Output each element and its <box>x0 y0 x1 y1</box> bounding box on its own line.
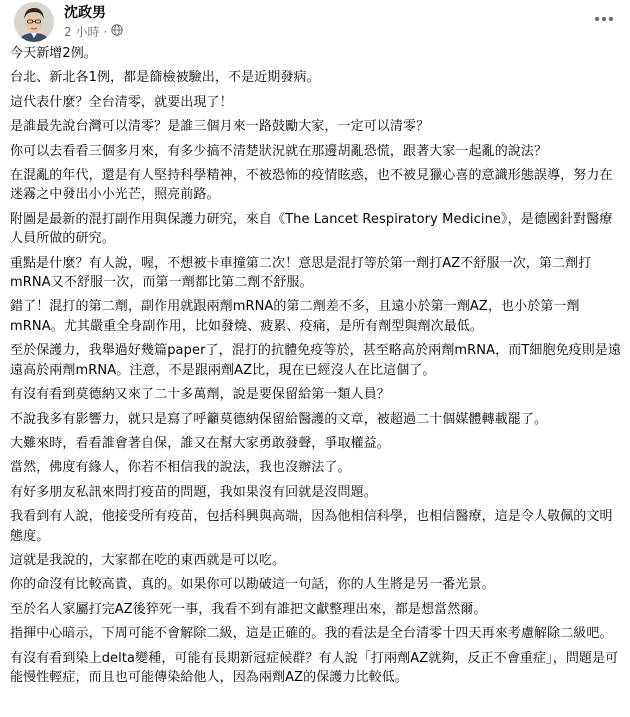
globe-icon[interactable] <box>111 24 123 40</box>
post-paragraph: 指揮中心暗示，下周可能不會解除二級，這是正確的。我的看法是全台清零十四天再來考慮解除二級吧。 <box>10 626 613 642</box>
post-meta <box>64 24 123 40</box>
more-options-button[interactable] <box>590 8 618 30</box>
post-timestamp[interactable]: 2 小時 <box>64 25 100 39</box>
post-paragraph: 至於保護力，我舉過好幾篇paper了，混打的抗體免疫等於，甚至略高於兩劑mRNA，而T細胞免疫則是遠遠高於兩劑mRNA。注意，不是跟兩劑AZ比，現在已經沒人在比這個了。 <box>10 343 622 378</box>
more-dots-icon <box>594 16 614 22</box>
post-paragraph: 你可以去看看三個多月來，有多少搞不清楚狀況就在那邊胡亂恐慌，跟著大家一起亂的說法？ <box>10 143 548 159</box>
post-header <box>14 2 620 42</box>
post-paragraph: 不說我多有影響力，就只是寫了呼籲莫德納保留給醫護的文章，被超過二十個媒體轉載罷了。 <box>10 411 548 427</box>
post-paragraph: 錯了！混打的第二劑，副作用就跟兩劑mRNA的第二劑差不多，且遠小於第一劑AZ，也小於第一劑mRNA。尤其嚴重全身副作用，比如發燒、疲累、疫痛，是所有劑型與劑次最低。 <box>10 299 580 334</box>
avatar-image <box>14 2 54 42</box>
post-paragraph: 台北、新北各1例，都是篩檢被驗出，不是近期發病。 <box>10 70 320 86</box>
meta-separator: · <box>103 25 108 39</box>
post-paragraph: 有沒有看到莫德納又來了二十多萬劑，說是要保留給第一類人員？ <box>10 387 390 403</box>
post-paragraph: 有沒有看到染上delta變種，可能有長期新冠症候群？有人說「打兩劑AZ就夠，反正不會重症」，問題是可能慢性輕症，而且也可能傳染給他人，因為兩劑AZ的保護力比較低。 <box>10 650 619 685</box>
post-paragraph: 今天新增2例。 <box>10 46 97 61</box>
post-paragraph: 重點是什麼？有人說，喔，不想被卡車撞第二次！意思是混打等於第一劑打AZ不舒服一次，第二劑打mRNA又不舒服一次，而第一劑都比第二劑不舒服。 <box>10 255 592 291</box>
post-paragraph: 這代表什麼？全台清零，就要出現了！ <box>10 94 233 110</box>
post-paragraph: 你的命沒有比較高貴，真的。如果你可以勘破這一句話，你的人生將是另一番光景。 <box>10 577 495 593</box>
author-name[interactable]: 沈政男 <box>64 5 106 21</box>
post-paragraph: 至於名人家屬打完AZ後猝死一事，我看不到有誰把文獻整理出來，都是想當然爾。 <box>10 601 487 617</box>
post-paragraph: 有好多朋友私訊來問打疫苗的問題，我如果沒有回就是沒問題。 <box>10 484 377 500</box>
avatar[interactable] <box>14 2 54 42</box>
post-paragraph: 是誰最先說台灣可以清零？是誰三個月來一路鼓勵大家，一定可以清零？ <box>10 119 430 135</box>
post-paragraph: 附圖是最新的混打副作用與保護力研究，來自《The Lancet Respiratory Medicine》，是德國針對醫療人員所做的研究。 <box>10 211 613 247</box>
post-paragraph: 大難來時，看看誰會著自保，誰又在幫大家勇敢發聲，爭取權益。 <box>10 435 390 451</box>
post-paragraph: 這就是我說的，大家都在吃的東西就是可以吃。 <box>10 552 286 568</box>
post-paragraph: 我看到有人說，他接受所有疫苗，包括科興與高端，因為他相信科學，也相信醫療，這是令人敬佩的文明態度。 <box>10 509 613 544</box>
post-paragraph: 當然，佛度有緣人，你若不相信我的說法，我也沒辦法了。 <box>10 460 351 476</box>
post-paragraph: 在混亂的年代，還是有人堅持科學精神，不被恐怖的疫情眩惑，也不被見獵心喜的意識形態誤導，努力在迷霧之中發出小小光芒，照亮前路。 <box>10 168 613 203</box>
post-text <box>10 44 622 692</box>
